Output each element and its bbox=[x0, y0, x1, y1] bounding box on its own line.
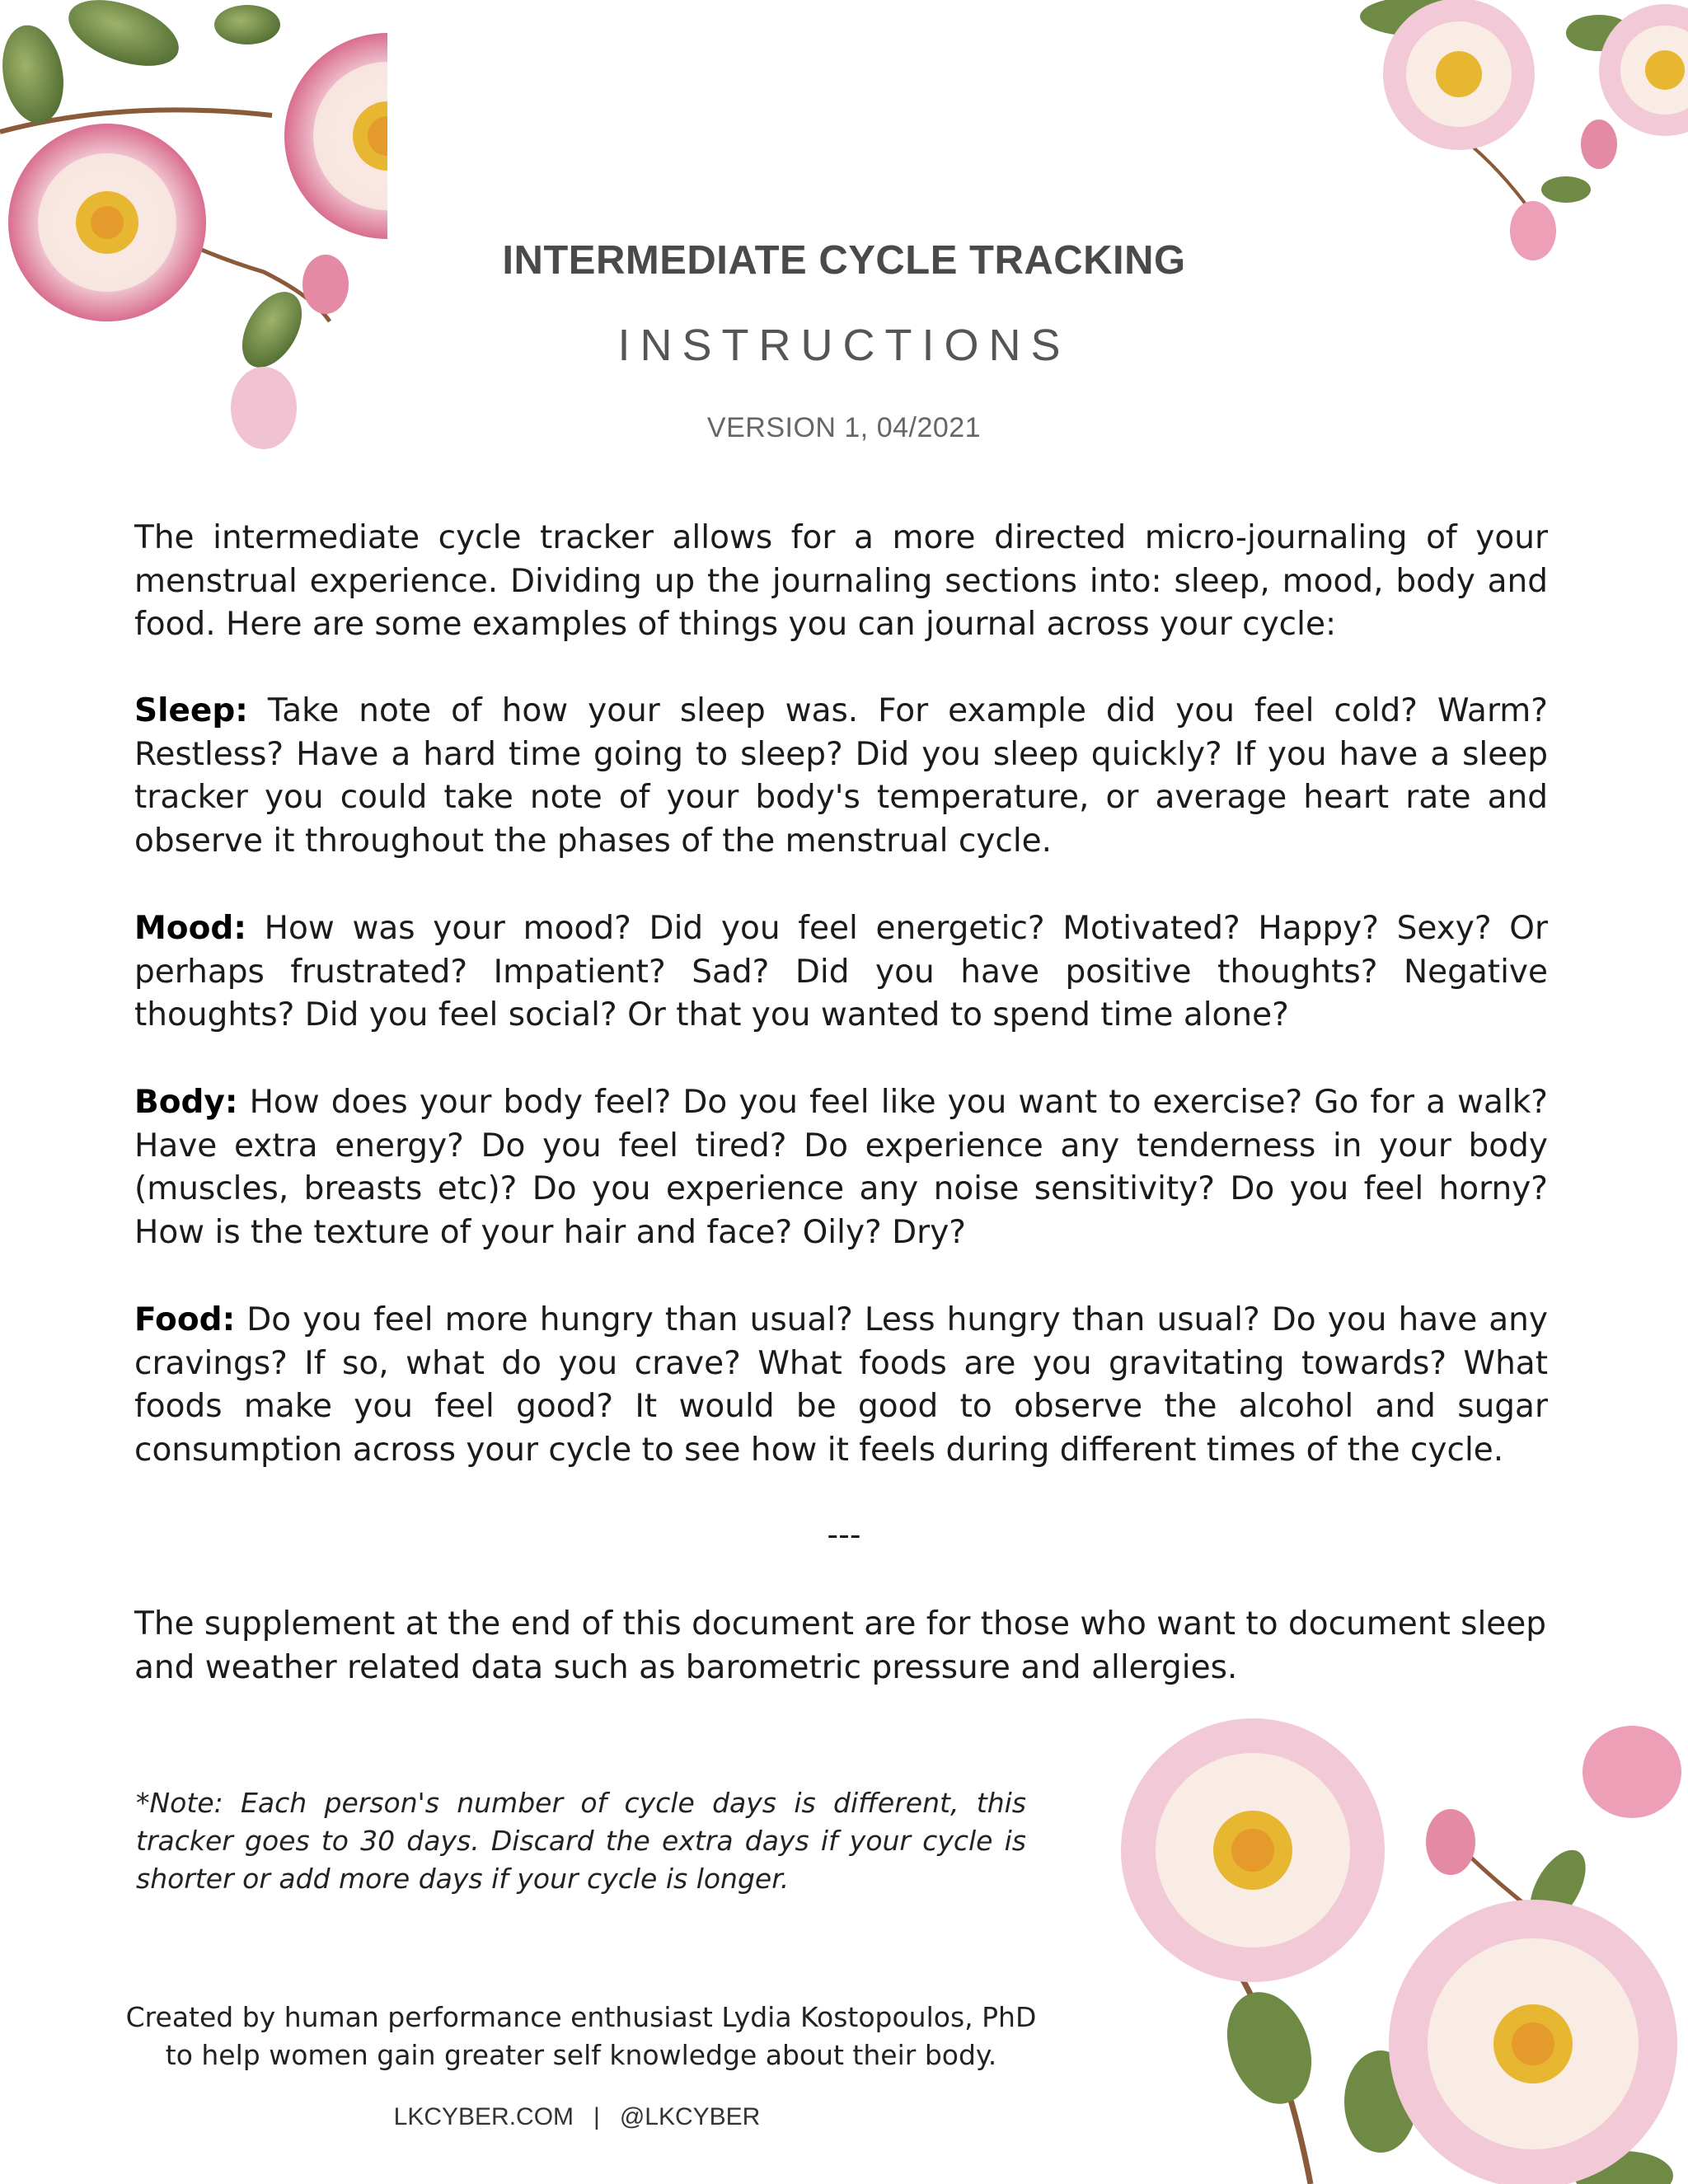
website-link[interactable]: LKCYBER.COM bbox=[393, 2103, 574, 2130]
rose-decoration-bottom-right bbox=[1096, 1714, 1688, 2184]
section-text: Do you feel more hungry than usual? Less hungry than usual? Do you have any cravings? If so, what do you crave? What foods are you gravitating towards? What foods make you feel good? It would be good to observe the alcohol and sugar consumption across your cycle to see how it feels during different times of the cycle. bbox=[134, 1301, 1548, 1469]
credit bbox=[124, 1999, 1039, 2074]
section-text: How was your mood? Did you feel energetic? Motivated? Happy? Sexy? Or perhaps frustrated? Impatient? Sad? Did you have positive thoughts? Negative thoughts? Did you feel social? Or that you wanted to spend time alone? bbox=[134, 910, 1548, 1033]
supplement-paragraph: The supplement at the end of this document are for those who want to document sleep and weather related data such as barometric pressure and allergies. bbox=[134, 1605, 1547, 1686]
section-label: Food: bbox=[134, 1301, 236, 1338]
section-mood bbox=[134, 907, 1548, 1038]
divider: --- bbox=[827, 1516, 861, 1553]
footer-links bbox=[0, 2103, 1154, 2131]
page-subtitle: INSTRUCTIONS bbox=[617, 321, 1071, 370]
separator: | bbox=[593, 2103, 600, 2130]
section-label: Body: bbox=[134, 1084, 238, 1121]
section-label: Sleep: bbox=[134, 692, 248, 729]
note-text: *Note: Each person's number of cycle days is different, this tracker goes to 30 days. Discard the extra days if your cycle is shorter or add more days if your cycle is longer. bbox=[136, 1787, 1026, 1895]
page-title: INTERMEDIATE CYCLE TRACKING bbox=[502, 238, 1186, 283]
rose-decoration-top-right bbox=[1319, 0, 1688, 272]
section-food bbox=[134, 1299, 1548, 1472]
section-text: Take note of how your sleep was. For example did you feel cold? Warm? Restless? Have a hard time going to sleep? Did you sleep quickly? If you have a sleep tracker you could take note of your body's temperature, or average heart rate and observe it throughout the phases of the menstrual cycle. bbox=[134, 692, 1548, 860]
section-text: How does your body feel? Do you feel like you want to exercise? Go for a walk? Have extra energy? Do you feel tired? Do experience any tenderness in your body (muscles, breasts etc)? Do you experience any noise sensitivity? Do you feel horny? How is the texture of your hair and face? Oily? Dry? bbox=[134, 1084, 1548, 1251]
version-label: VERSION 1, 04/2021 bbox=[706, 412, 982, 443]
section-label: Mood: bbox=[134, 910, 246, 947]
section-body bbox=[134, 1081, 1548, 1254]
section-sleep bbox=[134, 690, 1548, 863]
social-handle-link[interactable]: @LKCYBER bbox=[619, 2103, 761, 2130]
intro-paragraph: The intermediate cycle tracker allows for a more directed micro-journaling of your menstrual experience. Dividing up the journaling sections into: sleep, mood, body and food. Here are some examples of things you can journal across your cycle: bbox=[134, 519, 1548, 643]
credit-line: to help women gain greater self knowledge about their body. bbox=[165, 2039, 997, 2071]
rose-decoration-top-left bbox=[0, 0, 387, 462]
credit-line: Created by human performance enthusiast Lydia Kostopoulos, PhD bbox=[125, 2001, 1037, 2033]
